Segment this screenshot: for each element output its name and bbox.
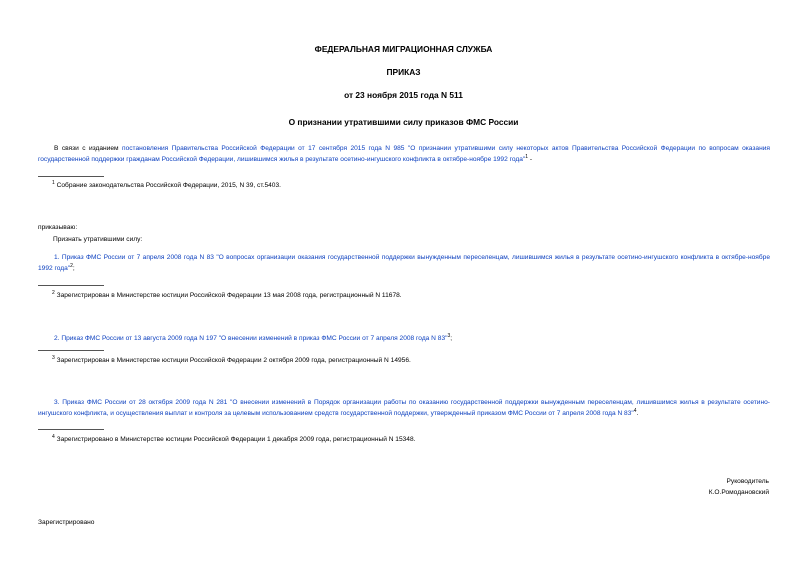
preamble-paragraph — [38, 145, 770, 165]
order-2-link[interactable]: 2. Приказ ФМС России от 13 августа 2009 года N 197 "О внесении изменений в приказ ФМС России от 7 апреля 2008 года N 83" — [54, 335, 448, 343]
list-item — [38, 399, 770, 419]
registered-label: Зарегистрировано — [38, 519, 95, 526]
order-intro: Признать утратившими силу: — [53, 236, 143, 243]
footnote-ref-4[interactable]: 4 — [633, 407, 637, 414]
document-date-number: от 23 ноября 2015 года N 511 — [344, 90, 463, 100]
footnote-4-text: Зарегистрировано в Министерстве юстиции Российской Федерации 1 декабря 2009 года, регистрационный N 15348. — [54, 436, 416, 444]
footnote-ref-1[interactable]: 1 — [525, 153, 528, 160]
agency-name: ФЕДЕРАЛЬНАЯ МИГРАЦИОННАЯ СЛУЖБА — [314, 44, 493, 54]
footnote-separator — [38, 350, 104, 351]
footnote-separator — [38, 176, 104, 177]
item-suffix: ; — [450, 335, 453, 343]
list-item — [38, 333, 770, 344]
footnote-mark-3: 3 — [52, 355, 55, 361]
order-3-link[interactable]: 3. Приказ ФМС России от 28 октября 2009 года N 281 "О внесении изменений в Порядок организации работы по оказанию государственной поддержки вынужденным переселенцам, лишившимся жилья в результате осетино-ингушского конфликта, и осуществления выплат и контроля за целевым использованием средств государственной поддержки, утвержденный приказом ФМС России от 7 апреля 2008 года N 83" — [38, 399, 770, 418]
signatory-name: К.О.Ромодановский — [708, 489, 769, 496]
footnote-ref-2[interactable]: 2 — [70, 262, 73, 269]
list-item — [38, 254, 770, 274]
footnote-3-text: Зарегистрирован в Министерстве юстиции Российской Федерации 2 октября 2009 года, регистрационный N 14956. — [54, 357, 411, 365]
preamble-suffix: - — [528, 156, 533, 164]
item-suffix: . — [636, 410, 639, 418]
order-verb: приказываю: — [38, 224, 78, 231]
footnote-1 — [52, 180, 752, 191]
document-type: ПРИКАЗ — [386, 67, 421, 77]
document-title: О признании утратившими силу приказов ФМС России — [288, 117, 519, 127]
footnote-4 — [52, 434, 752, 445]
signatory-position: Руководитель — [726, 478, 769, 485]
preamble-decree-link[interactable]: постановления Правительства Российской Федерации от 17 сентября 2015 года N 985 "О признании утратившими силу некоторых актов Правительства Российской Федерации по вопросам оказания государственной поддержки гражданам Российской Федерации, лишившимся жилья в результате осетино-ингушского конфликта в октябре-ноябре 1992 года" — [38, 145, 770, 164]
footnote-2-text: Зарегистрирован в Министерстве юстиции Российской Федерации 13 мая 2008 года, регистрационный N 11678. — [54, 292, 402, 300]
footnote-mark-1: 1 — [52, 180, 55, 186]
footnote-ref-3[interactable]: 3 — [447, 333, 451, 339]
footnote-separator — [38, 285, 104, 286]
item-suffix: ; — [72, 265, 75, 273]
footnote-mark-4: 4 — [52, 434, 55, 440]
footnote-separator — [38, 429, 104, 430]
footnote-3 — [52, 355, 752, 366]
footnote-2 — [52, 290, 752, 301]
footnote-mark-2: 2 — [52, 290, 55, 296]
order-1-link[interactable]: 1. Приказ ФМС России от 7 апреля 2008 года N 83 "О вопросах организации оказания государственной поддержки вынужденным переселенцам, лишившимся жилья в результате осетино-ингушского конфликта в октябре-ноябре 1992 года" — [38, 254, 770, 273]
preamble-prefix: В связи с изданием — [54, 145, 119, 152]
footnote-1-text: Собрание законодательства Российской Федерации, 2015, N 39, ст.5403. — [54, 182, 281, 190]
